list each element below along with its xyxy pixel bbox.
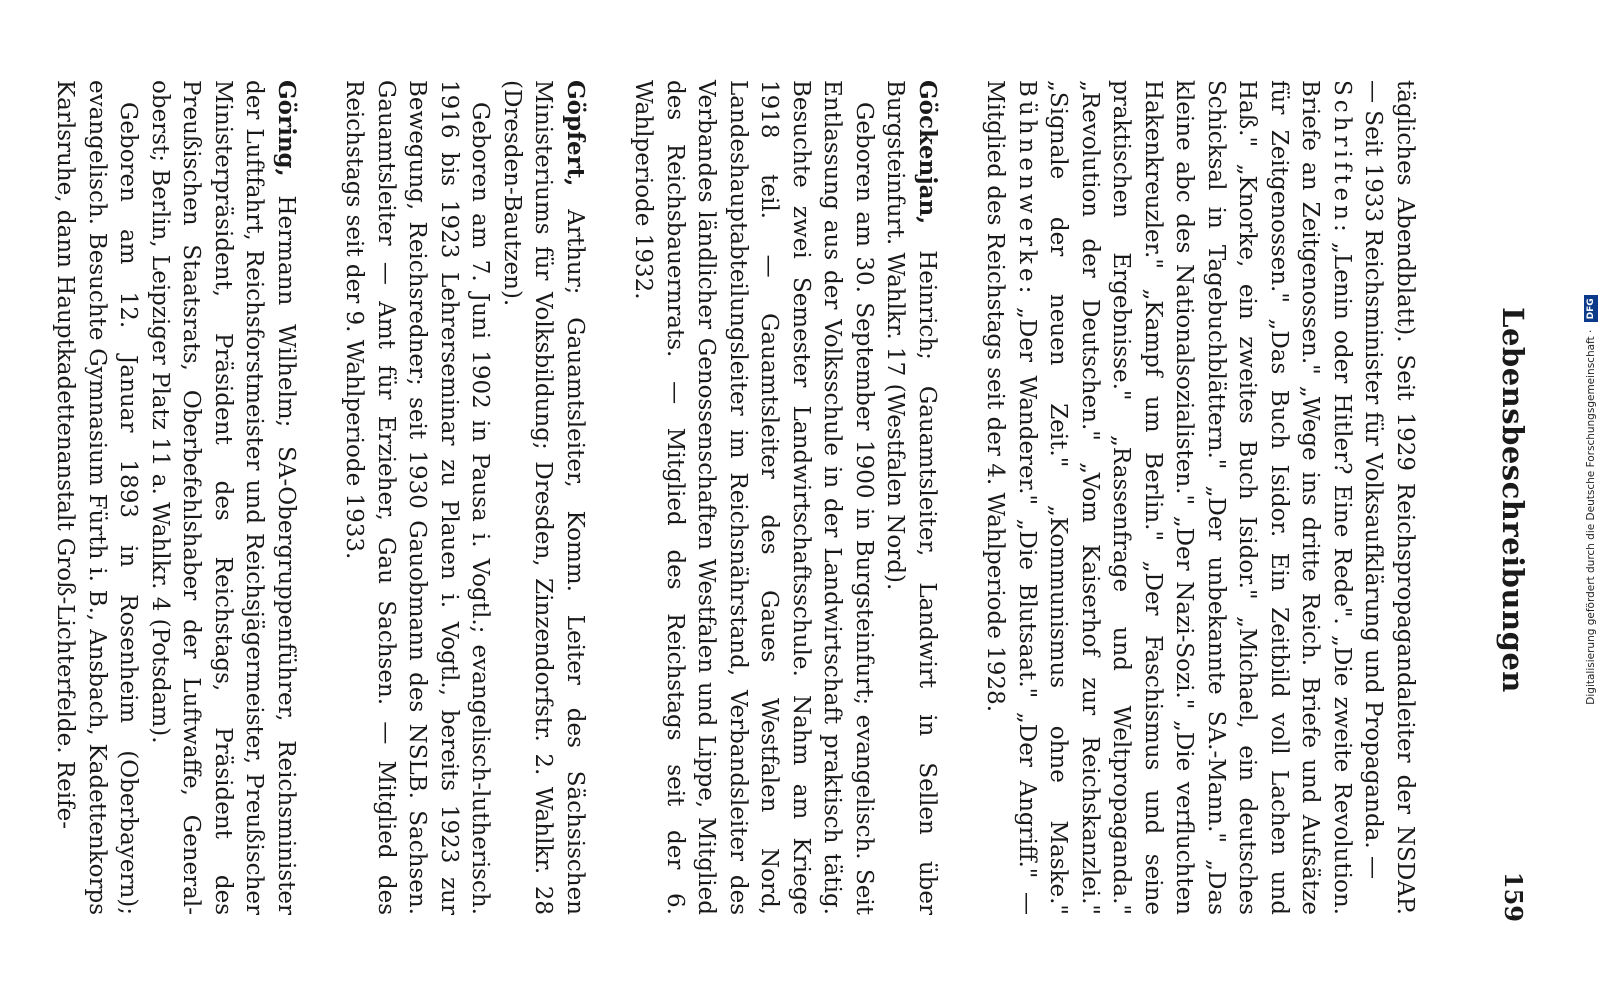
credit-text: Digitalisierung gefördert durch die Deutsche Forschungsgemeinschaft ·	[1585, 329, 1597, 705]
entry-paragraph	[1357, 80, 1420, 915]
section-label-schriften: Schriften	[1329, 80, 1355, 224]
entry-paragraph	[879, 80, 943, 915]
entry-paragraph	[627, 80, 879, 915]
entry-paragraph	[144, 80, 303, 915]
paragraph-text: tägliches Abendblatt). Seit 1929 Reichspropagandaleiter der NSDAP. — Seit 1933 Reichsminister für Volksaufklärung und Propaganda. —	[1360, 80, 1418, 915]
entry-paragraph	[338, 80, 496, 915]
paragraph-text: Arthur; Gauamtsleiter, Komm. Leiter des Sächsischen Ministeriums für Volksbildung; Dresden, Zinzendorfstr. 2. Wahlkr. 28 (Dresden-Bautzen).	[499, 80, 588, 915]
biography-entry-goering	[49, 80, 302, 915]
digitization-credit	[1575, 10, 1607, 990]
paragraph-text: Geboren am 12. Januar 1893 in Rosenheim (Oberbayern); evangelisch. Besuchte Gymnasium Fürth i. B., Ansbach, Kadettenkorps Karlsruhe, dann Hauptkadettenanstalt Groß-Lichterfelde. Reife-	[52, 80, 142, 915]
paragraph-text: : „Der Wanderer." „Die Blutsaat." „Der Angriff." — Mitglied des Reichstags seit der 4. Wahlperiode 1928.	[982, 80, 1040, 915]
entry-paragraph	[979, 80, 1357, 915]
page-number: 159	[1499, 871, 1528, 922]
text-column	[13, 80, 1420, 915]
biography-entry-goebbels-continued	[979, 80, 1420, 915]
paragraph-text: Geboren am 7. Juni 1902 in Pausa i. Vogtl.; evangelisch-lutherisch. 1916 bis 1923 Lehrerseminar zu Plauen i. Vogtl., bereits 1923 zur Bewegung, Reichsredner; seit 1930 Gauobmann des NSLB. Sachsen. Gauamtsleiter — Amt für Erzieher, Gau Sachsen. — Mitglied des Reichstags seit der 9. Wahlperiode 1933.	[341, 80, 494, 915]
book-page	[10, 60, 1530, 940]
paragraph-text: Heinrich; Gauamtsleiter, Landwirt in Sellen über Burgsteinfurt. Wahlkr. 17 (Westfalen Nord).	[882, 80, 940, 915]
entry-paragraph	[49, 80, 144, 915]
biography-entry-goeckenjan	[627, 80, 943, 915]
biography-entry-goepfert	[338, 80, 591, 915]
entry-name: Göckenjan,	[914, 80, 941, 225]
section-label-buehnenwerke: Bühnenwerke	[1014, 80, 1040, 286]
paragraph-text: : „Lenin oder Hitler? Eine Rede". „Die zweite Revolution. Briefe an Zeitgenossen." „Wege ins dritte Reich. Briefe und Aufsätze für Zeitgenossen." „Das Buch Isidor. Ein Zeitbild voll Lachen und Haß." „Knorke, ein zweites Buch Isidor." „Michael, ein deutsches Schicksal in Tagebuchblättern." „Der unbekannte SA.-Mann." „Das kleine abc des Nationalsozialisten." „Der Nazi-Sozi." „Die verfluchten Hakenkreuzler." „Kampf um Berlin." „Der Faschismus und seine praktischen Ergebnisse." „Rassenfrage und Weltpropaganda." „Revolution der Deutschen." „Vom Kaiserhof zur Reichskanzlei." „Signale der neuen Zeit." „Kommunismus ohne Maske."	[1045, 80, 1355, 915]
entry-paragraph	[496, 80, 592, 915]
paragraph-text: Geboren am 30. September 1900 in Burgsteinfurt; evangelisch. Seit Entlassung aus der Volksschule in der Landwirtschaft praktisch tätig. Besuchte zwei Semester Landwirtschaftsschule. Nahm am Kriege 1918 teil. — Gauamtsleiter des Gaues Westfalen Nord, Landeshauptabteilungsleiter im Reichsnährstand, Verbandsleiter des Verbandes ländlicher Genossenschaften Westfalen und Lippe, Mitglied des Reichsbauernrats. — Mitglied des Reichstags seit der 6. Wahlperiode 1932.	[630, 80, 877, 915]
running-head: Lebensbeschreibungen	[1496, 307, 1530, 693]
entry-name: Göring,	[273, 80, 300, 177]
dfg-logo: DFG	[1584, 295, 1598, 322]
entry-name: Göpfert,	[562, 80, 589, 187]
paragraph-text: Hermann Wilhelm; SA-Obergruppenführer, Reichsminister der Luftfahrt, Reichsforstmeister und Reichsjägermeister, Preußischer Ministerpräsident, Präsident des Reichstags, Präsident des Preußischen Staatsrats, Oberbefehlshaber der Luftwaffe, General-oberst; Berlin, Leipziger Platz 11 a. Wahlkr. 4 (Potsdam).	[147, 80, 299, 915]
